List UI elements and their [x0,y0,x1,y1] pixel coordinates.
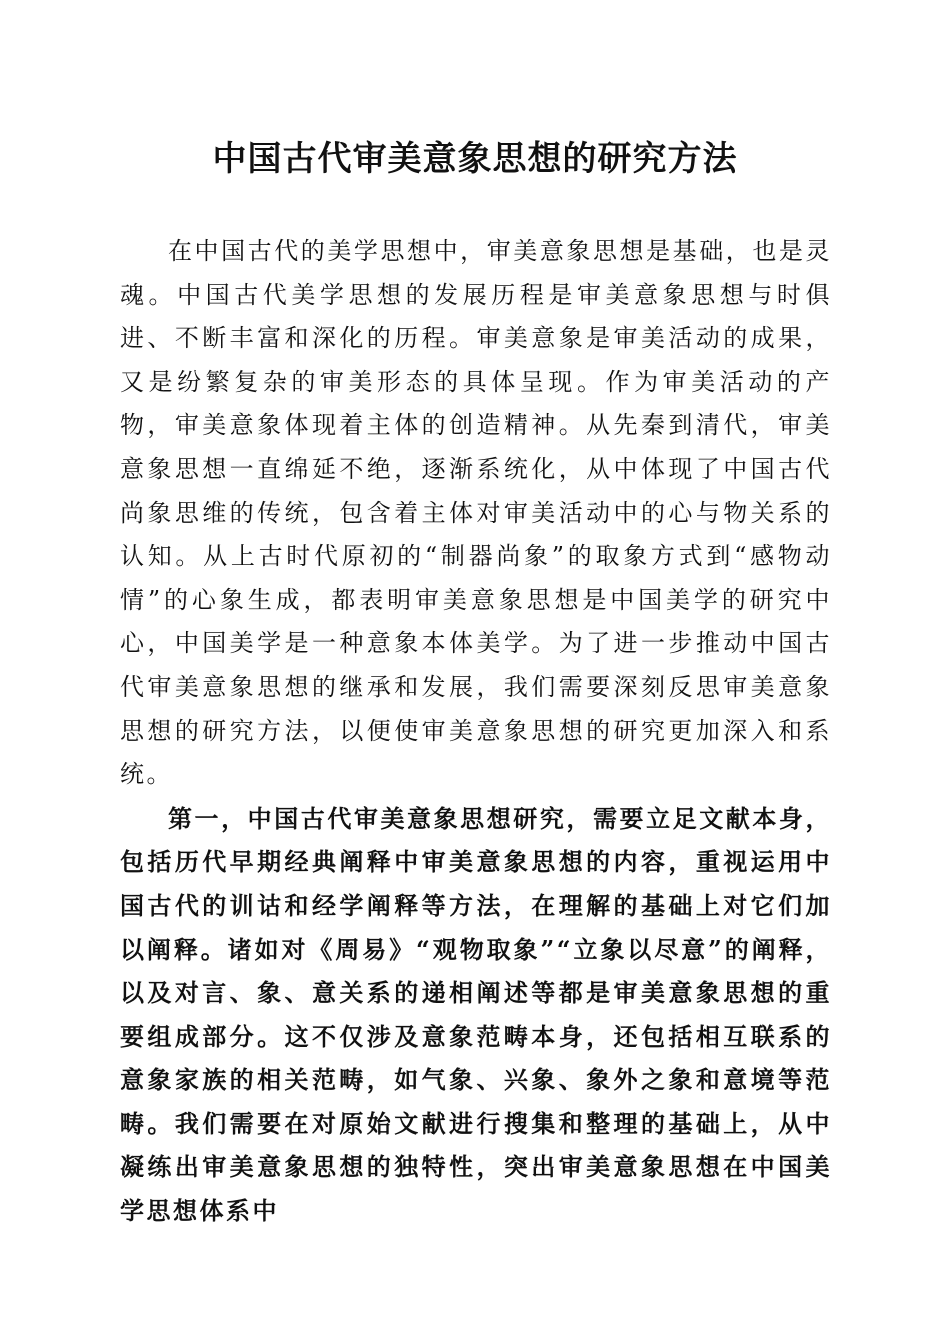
paragraph-1: 在中国古代的美学思想中，审美意象思想是基础，也是灵魂。中国古代美学思想的发展历程是审美意象思想与时俱进、不断丰富和深化的历程。审美意象是审美活动的成果，又是纷繁复杂的审美形态的具体呈现。作为审美活动的产物，审美意象体现着主体的创造精神。从先秦到清代，审美意象思想一直绵延不绝，逐渐系统化，从中体现了中国古代尚象思维的传统，包含着主体对审美活动中的心与物关系的认知。从上古时代原初的“制器尚象”的取象方式到“感物动情”的心象生成，都表明审美意象思想是中国美学的研究中心，中国美学是一种意象本体美学。为了进一步推动中国古代审美意象思想的继承和发展，我们需要深刻反思审美意象思想的研究方法，以便使审美意象思想的研究更加深入和系统。 [120,237,832,789]
document-title: 中国古代审美意象思想的研究方法 [212,139,738,179]
paragraph-2: 第一，中国古代审美意象思想研究，需要立足文献本身，包括历代早期经典阐释中审美意象思想的内容，重视运用中国古代的训诂和经学阐释等方法，在理解的基础上对它们加以阐释。诸如对《周易》“观物取象”“立象以尽意”的阐释，以及对言、象、意关系的递相阐述等都是审美意象思想的重要组成部分。这不仅涉及意象范畴本身，还包括相互联系的意象家族的相关范畴，如气象、兴象、象外之象和意境等范畴。我们需要在对原始文献进行搜集和整理的基础上，从中凝练出审美意象思想的独特性，突出审美意象思想在中国美学思想体系中 [120,803,832,1226]
document-body [120,230,832,1233]
